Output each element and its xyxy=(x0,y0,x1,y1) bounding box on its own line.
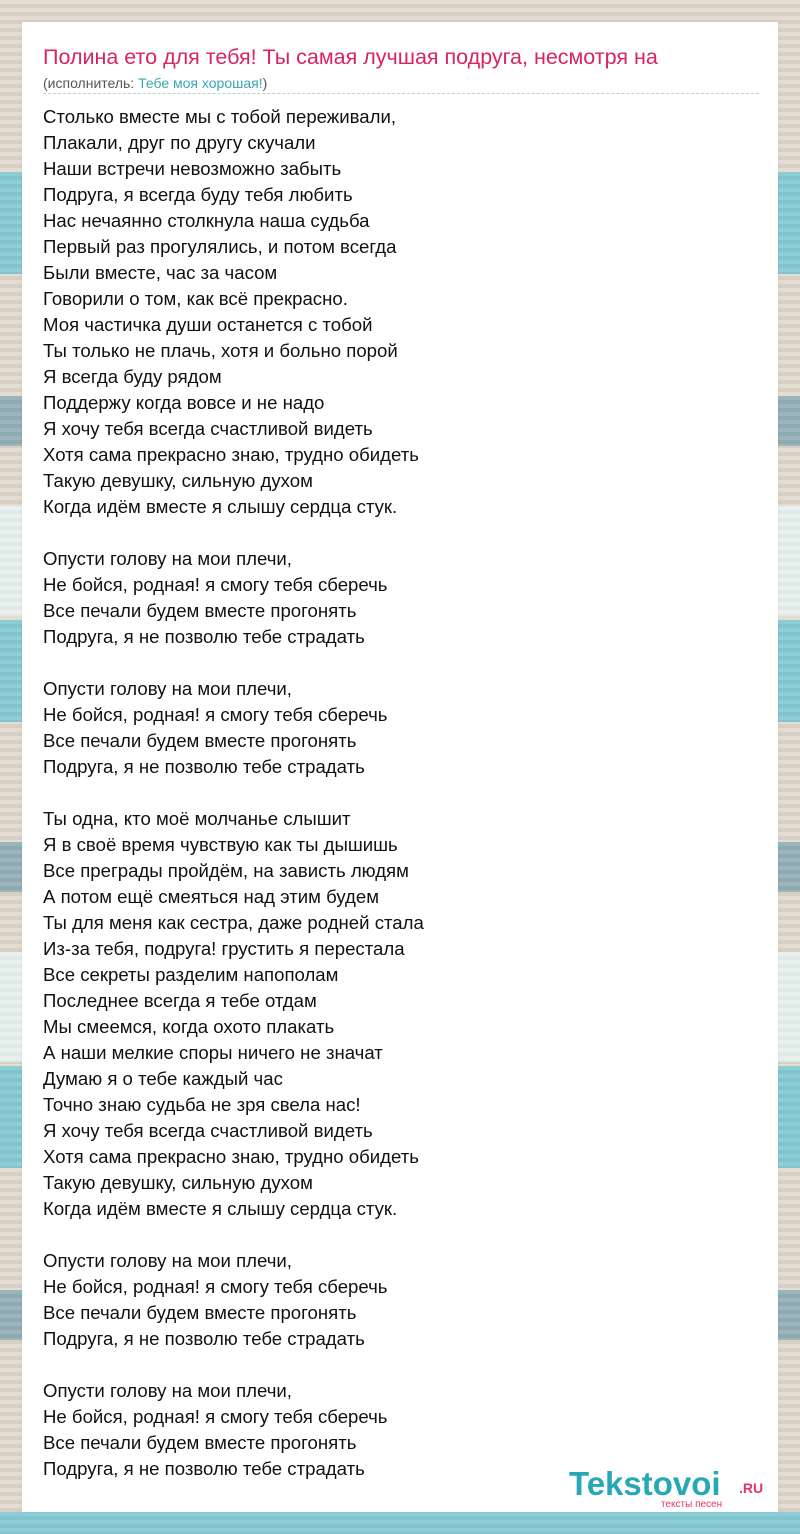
lyrics-line: Были вместе, час за часом xyxy=(43,262,278,283)
site-logo[interactable] xyxy=(569,1466,779,1512)
lyrics-line: Когда идём вместе я слышу сердца стук. xyxy=(43,496,398,517)
artist-prefix: (исполнитель: xyxy=(43,75,139,91)
lyrics-line: Ты для меня как сестра, даже родней стала xyxy=(43,912,424,933)
lyrics-line: Столько вместе мы с тобой переживали, xyxy=(43,106,397,127)
lyrics-line: Все печали будем вместе прогонять xyxy=(43,1302,357,1323)
background-band xyxy=(0,1512,800,1534)
lyrics-stanza xyxy=(43,676,763,780)
artist-line xyxy=(43,74,267,92)
lyrics-line: Подруга, я не позволю тебе страдать xyxy=(43,1328,365,1349)
lyrics-line: Поддержу когда вовсе и не надо xyxy=(43,392,325,413)
lyrics-line: Ты одна, кто моё молчанье слышит xyxy=(43,808,351,829)
lyrics-card xyxy=(22,22,778,1512)
lyrics-line: Все печали будем вместе прогонять xyxy=(43,730,357,751)
lyrics-line: Последнее всегда я тебе отдам xyxy=(43,990,317,1011)
lyrics-line: Опусти голову на мои плечи, xyxy=(43,1250,292,1271)
lyrics-line: Не бойся, родная! я смогу тебя сберечь xyxy=(43,1276,388,1297)
lyrics-line: Когда идём вместе я слышу сердца стук. xyxy=(43,1198,398,1219)
lyrics-line: Хотя сама прекрасно знаю, трудно обидеть xyxy=(43,1146,419,1167)
lyrics-line: Такую девушку, сильную духом xyxy=(43,1172,313,1193)
logo-tld: .RU xyxy=(739,1480,764,1496)
lyrics-line: Опусти голову на мои плечи, xyxy=(43,548,292,569)
logo-tagline: тексты песен xyxy=(661,1499,723,1510)
lyrics-stanza xyxy=(43,546,763,650)
lyrics-line: Все преграды пройдём, на зависть людям xyxy=(43,860,409,881)
artist-link[interactable]: Тебе моя хорошая! xyxy=(138,75,263,91)
lyrics-line: Мы смеемся, когда охото плакать xyxy=(43,1016,335,1037)
lyrics-line: Все секреты разделим напополам xyxy=(43,964,339,985)
lyrics-line: Я в своё время чувствую как ты дышишь xyxy=(43,834,398,855)
lyrics-line: Не бойся, родная! я смогу тебя сберечь xyxy=(43,574,388,595)
lyrics-stanza xyxy=(43,1248,763,1352)
lyrics-line: Первый раз прогулялись, и потом всегда xyxy=(43,236,397,257)
lyrics-line: Подруга, я не позволю тебе страдать xyxy=(43,756,365,777)
lyrics-line: Подруга, я не позволю тебе страдать xyxy=(43,1458,365,1479)
lyrics-line: Не бойся, родная! я смогу тебя сберечь xyxy=(43,704,388,725)
lyrics-line: Опусти голову на мои плечи, xyxy=(43,1380,292,1401)
page-title: Полина ето для тебя! Ты самая лучшая подруга, несмотря на xyxy=(43,45,658,69)
lyrics-line: Плакали, друг по другу скучали xyxy=(43,132,316,153)
lyrics-line: Ты только не плачь, хотя и больно порой xyxy=(43,340,398,361)
lyrics-line: Точно знаю судьба не зря свела нас! xyxy=(43,1094,361,1115)
lyrics-line: Хотя сама прекрасно знаю, трудно обидеть xyxy=(43,444,419,465)
lyrics-line: Все печали будем вместе прогонять xyxy=(43,1432,357,1453)
lyrics-stanza xyxy=(43,806,763,1222)
lyrics-line: Нас нечаянно столкнула наша судьба xyxy=(43,210,370,231)
artist-suffix: ) xyxy=(262,75,268,91)
lyrics-line: Опусти голову на мои плечи, xyxy=(43,678,292,699)
lyrics-line: Подруга, я не позволю тебе страдать xyxy=(43,626,365,647)
lyrics-line: Я всегда буду рядом xyxy=(43,366,222,387)
lyrics-line: А потом ещё смеяться над этим будем xyxy=(43,886,379,907)
logo-name: Tekstovoi xyxy=(569,1465,721,1502)
lyrics-line: Я хочу тебя всегда счастливой видеть xyxy=(43,418,373,439)
lyrics-stanza xyxy=(43,104,763,520)
lyrics-line: А наши мелкие споры ничего не значат xyxy=(43,1042,383,1063)
lyrics-line: Подруга, я всегда буду тебя любить xyxy=(43,184,353,205)
lyrics-line: Такую девушку, сильную духом xyxy=(43,470,313,491)
lyrics-line: Не бойся, родная! я смогу тебя сберечь xyxy=(43,1406,388,1427)
lyrics-line: Моя частичка души останется с тобой xyxy=(43,314,373,335)
header-divider xyxy=(43,93,759,94)
lyrics-line: Я хочу тебя всегда счастливой видеть xyxy=(43,1120,373,1141)
lyrics-line: Говорили о том, как всё прекрасно. xyxy=(43,288,348,309)
lyrics-line: Наши встречи невозможно забыть xyxy=(43,158,342,179)
lyrics-line: Из-за тебя, подруга! грустить я перестала xyxy=(43,938,405,959)
lyrics-line: Все печали будем вместе прогонять xyxy=(43,600,357,621)
lyrics-text xyxy=(43,104,763,1508)
lyrics-line: Думаю я о тебе каждый час xyxy=(43,1068,283,1089)
